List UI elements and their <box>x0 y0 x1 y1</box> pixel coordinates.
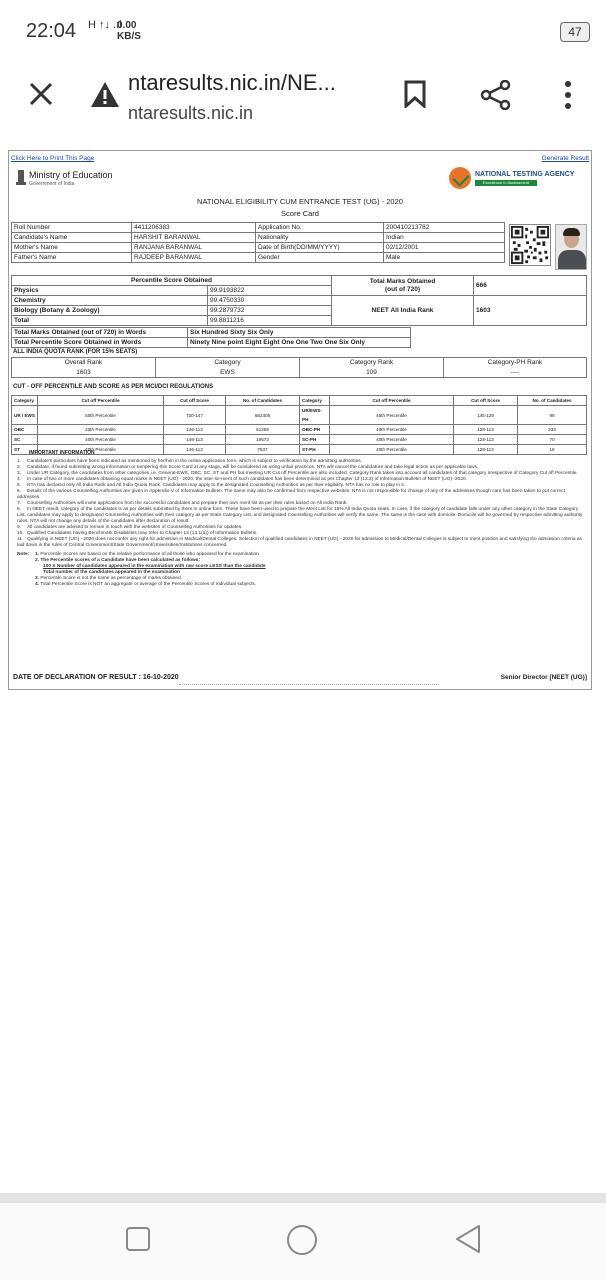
table-cell: 99.9193822 <box>208 286 332 296</box>
table-cell: 40th Percentile <box>330 435 454 445</box>
signal-icon: H ↑↓ .ıl <box>88 19 122 31</box>
table-cell: 61265 <box>226 425 300 435</box>
table-cell: 99 <box>518 406 587 425</box>
table-row <box>12 253 505 263</box>
table-cell: Roll Number <box>12 223 132 233</box>
table-cell: No. of Candidates <box>518 396 587 406</box>
list-item: 1. Candidate's particulars have been indicated as mentioned by her/him in the online application form, which is subject to verification by the admitting authorities. <box>17 459 363 464</box>
table-row <box>12 276 587 286</box>
declaration-date: DATE OF DECLARATION OF RESULT : 16-10-2020 <box>13 674 179 681</box>
table-cell: Six Hundred Sixty Six Only <box>188 328 411 338</box>
exam-title: NATIONAL ELIGIBILITY CUM ENTRANCE TEST (UG) - 2020 <box>197 197 403 206</box>
table-row <box>12 296 587 306</box>
share-icon[interactable] <box>480 80 512 110</box>
important-heading: IMPORTANT INFORMATION <box>29 450 95 456</box>
table-row <box>12 406 587 425</box>
list-item: 4. Total Percentile Score is NOT an aggregate or average of the Percentile Scores of individual subjects. <box>35 582 257 587</box>
table-cell: 40th Percentile <box>38 435 164 445</box>
cutoff-heading: CUT - OFF PERCENTILE AND SCORE AS PER MCI/DCI REGULATIONS <box>13 384 214 390</box>
notes <box>17 552 587 588</box>
table-cell: Percentile Score Obtained <box>12 276 332 286</box>
warning-icon[interactable] <box>90 80 120 108</box>
table-cell: 146-129 <box>454 406 518 425</box>
table-cell: NEET All India Rank <box>332 296 474 326</box>
table-cell: Male <box>384 253 505 263</box>
table-cell: 02/12/2001 <box>384 243 505 253</box>
list-item: 1. Percentile Scores are based on the relative performance of all those who appeared for the examination. <box>35 552 261 557</box>
formula-denominator: Total number of the candidates appeared in the examination <box>43 570 180 575</box>
table-cell: Application No. <box>256 223 384 233</box>
list-item: 3. Percentile Score is not the same as percentage of marks obtained. <box>35 576 182 581</box>
table-cell: Cut off Score <box>454 396 518 406</box>
table-cell: 50th Percentile <box>38 406 164 425</box>
table-cell: 7837 <box>226 445 300 455</box>
agency-tagline: Excellence in Assessment <box>475 180 537 186</box>
table-cell: 40th Percentile <box>38 445 164 455</box>
candidate-photo <box>555 224 587 270</box>
table-cell: Physics <box>12 286 208 296</box>
formula-numerator: 100 X Number of candidates appeared in the examination with raw score LESS than the candidate <box>43 564 266 569</box>
status-bar <box>0 0 606 62</box>
table-cell: Category <box>156 358 300 368</box>
table-cell: 146-113 <box>164 435 226 445</box>
table-cell: Category-PH Rank <box>444 358 587 368</box>
nav-recents-icon[interactable] <box>125 1226 151 1252</box>
table-row <box>12 368 587 378</box>
table-cell: Cut off Percentile <box>330 396 454 406</box>
table-row <box>12 445 587 455</box>
nav-back-icon[interactable] <box>454 1223 482 1255</box>
table-cell: RAJDEEP BARANWAL <box>132 253 256 263</box>
table-cell: 18 <box>518 445 587 455</box>
table-cell: SC <box>12 435 38 445</box>
nta-logo-icon <box>449 167 471 189</box>
url-title[interactable]: ntaresults.nic.in/NE... <box>128 70 336 95</box>
table-cell: 146-113 <box>164 425 226 435</box>
marks-header-line-1: Total Marks Obtained <box>369 277 436 285</box>
generate-result-link[interactable]: Generate Result <box>541 155 589 162</box>
table-cell: Nationality <box>256 233 384 243</box>
table-row <box>12 425 587 435</box>
table-cell: Ninety Nine point Eight Eight One One Two One Six Only <box>188 338 411 348</box>
table-cell: 40th Percentile <box>330 445 454 455</box>
ministry-sub: Government of India <box>29 181 75 187</box>
table-cell: Category Rank <box>300 358 444 368</box>
table-cell: 682406 <box>226 406 300 425</box>
table-cell: 720-147 <box>164 406 226 425</box>
agency-name: NATIONAL TESTING AGENCY <box>475 171 575 178</box>
table-cell: EWS <box>156 368 300 378</box>
table-cell: 233 <box>518 425 587 435</box>
table-row <box>12 233 505 243</box>
table-cell: HARSHIT BARANWAL <box>132 233 256 243</box>
table-cell: Mother's Name <box>12 243 132 253</box>
score-card-page <box>8 150 592 690</box>
score-card-title: Score Card <box>281 209 319 218</box>
scroll-divider <box>0 1193 606 1203</box>
important-list <box>17 459 587 588</box>
url-domain[interactable]: ntaresults.nic.in <box>128 103 254 123</box>
list-item: 2. The Percentile scores of a Candidate have been calculated as follows: <box>35 558 201 563</box>
table-cell: 146-113 <box>164 445 226 455</box>
marks-header-line-2: (out of 720) <box>384 285 421 293</box>
table-row <box>12 328 411 338</box>
list-item: 5. NTA has declared only All India Rank and All India Quota Rank. Candidates may apply to the designated Counselling Authorities as per their eligibility. NTA has no role to play in it. <box>17 483 406 488</box>
more-icon[interactable] <box>563 80 573 110</box>
table-cell: 40th Percentile <box>38 425 164 435</box>
emblem-icon <box>15 168 27 188</box>
note-label: Note: <box>17 552 30 557</box>
table-cell: Chemistry <box>12 296 208 306</box>
table-cell: Candidate's Name <box>12 233 132 243</box>
footer-divider <box>179 684 439 685</box>
table-cell: Cut off Percentile <box>38 396 164 406</box>
table-cell: 99.2879732 <box>208 306 332 316</box>
table-cell: Category <box>300 396 330 406</box>
table-cell: Total <box>12 316 208 326</box>
table-cell: No. of Candidates <box>226 396 300 406</box>
table-cell: 128-113 <box>454 445 518 455</box>
network-speed <box>117 20 141 42</box>
list-item: 4. In case of two or more candidates obtaining equal marks in NEET (UG) - 2020, the inter-se-merit of such candidates has been determined as per Chapter 13 (13.2) of Information Bulletin of NEET (UG) -2020. <box>17 477 468 482</box>
table-cell: Biology (Botany & Zoology) <box>12 306 208 316</box>
marks-header <box>332 276 474 296</box>
table-cell: UR/EWS-PH <box>300 406 330 425</box>
table-cell: Category <box>12 396 38 406</box>
bookmark-icon[interactable] <box>404 80 426 108</box>
table-cell: Total Percentile Score Obtained in Words <box>12 338 188 348</box>
list-item: 3. Under UR Category, the candidates from other categories i.e. General-EWS, OBC, SC, ST and PH but meeting UR Cut off Percentile are also included. Category Rank takes into account all candidates of that category irrespective of Category Cut off Percentile. <box>17 471 578 476</box>
table-cell: OBC <box>12 425 38 435</box>
system-navigation-bar <box>0 1203 606 1280</box>
table-cell: SC-PH <box>300 435 330 445</box>
table-cell: 4411206383 <box>132 223 256 233</box>
table-cell: 128-113 <box>454 425 518 435</box>
qr-code-icon <box>509 224 551 266</box>
table-cell: UR / EWS <box>12 406 38 425</box>
table-cell: 99.4750330 <box>208 296 332 306</box>
list-item: 2. Candidate, if found submitting wrong information or tampering this Score Card at any stage, will be considered as using unfair practices. NTA will cancel the candidature and take legal action as per applicable laws. <box>17 465 479 470</box>
nav-home-icon[interactable] <box>286 1224 318 1256</box>
table-row <box>12 243 505 253</box>
list-item: 10. Qualified Candidates having Benchmark Disabilities may refer to Chapter 13 (13.1(a)) of Information Bulletin. <box>17 531 258 536</box>
score-table <box>11 275 587 326</box>
list-item: 8. In NEET result, category of the candidates is as per details submitted by them in online form. These have been used to prepare the Merit List for 15% All India Quota seats. In case, if the category of candidate falls under any other category in the State Category List, candidates may apply to designated Counselling Authorities with their category as per State Category List, and designated Counselling Authorities will verify the same. The same is the case with domicile. Domicile will be governed by respective admitting authority rules. NTA will not change any details of the candidates after declaration of result. <box>17 507 583 524</box>
table-cell: Overall Rank <box>12 358 156 368</box>
cutoff-table <box>11 395 587 455</box>
list-item: 9. All candidates are advised to remain in touch with the websites of Counselling Authorities for updates. <box>17 525 243 530</box>
table-cell: 128-113 <box>454 435 518 445</box>
quota-table <box>11 357 587 378</box>
signatory: Senior Director [NEET (UG)] <box>500 674 587 681</box>
table-cell: 666 <box>474 276 587 296</box>
table-cell: 109 <box>300 368 444 378</box>
table-cell: OBC-PH <box>300 425 330 435</box>
table-cell: 40th Percentile <box>330 425 454 435</box>
table-cell: Indian <box>384 233 505 243</box>
table-cell: Father's Name <box>12 253 132 263</box>
table-cell: 200410213782 <box>384 223 505 233</box>
table-row <box>12 338 411 348</box>
table-row <box>12 223 505 233</box>
percentile-formula <box>43 564 587 576</box>
print-link[interactable]: Click Here to Print This Page <box>11 155 95 162</box>
status-time: 22:04 <box>26 20 77 42</box>
words-table <box>11 327 411 348</box>
table-row <box>12 435 587 445</box>
table-cell: RANJANA BARANWAL <box>132 243 256 253</box>
close-icon[interactable] <box>27 80 55 108</box>
network-speed-unit: KB/S <box>117 31 141 42</box>
table-cell: 1603 <box>12 368 156 378</box>
table-cell: ST-PH <box>300 445 330 455</box>
battery-icon: 47 <box>560 22 590 42</box>
table-cell: 99.8811216 <box>208 316 332 326</box>
quota-heading: ALL INDIA QUOTA RANK (FOR 15% SEATS) <box>13 349 138 355</box>
table-cell: Total Marks Obtained (out of 720) in Words <box>12 328 188 338</box>
table-cell: Date of Birth(DD/MM/YYYY) <box>256 243 384 253</box>
table-row <box>12 396 587 406</box>
network-speed-value: 0.00 <box>117 20 137 31</box>
table-cell: Gender <box>256 253 384 263</box>
table-cell: 19572 <box>226 435 300 445</box>
table-cell: 70 <box>518 435 587 445</box>
list-item: 7. Counselling Authorities will invite applications from the successful candidates and prepare their own merit list as per their rules based on All India Rank. <box>17 501 348 506</box>
table-cell: Cut off Score <box>164 396 226 406</box>
table-cell: ---- <box>444 368 587 378</box>
ministry-name: Ministry of Education <box>29 170 113 180</box>
list-item: 11. Qualifying in NEET (UG) - 2020 does not confer any right for admission in Medical/Dental Colleges. Selection of qualified candidates in NEET (UG) - 2020 for admission to Medical/Dental Colleges is subject to merit position and satisfying the admission criteria as laid down in the rules of Central Government/State Government/Universities/Institutions concerned. <box>17 537 582 548</box>
list-item: 6. Details of the various Counselling Authorities are given in Appendix-V of Information Bulletin. The same may also be confirmed from respective websites. NTA is not responsible for change of any of the addresses though care has been taken to put correct addresses. <box>17 489 565 500</box>
table-row <box>12 358 587 368</box>
candidate-details-table <box>11 222 505 263</box>
table-cell: ST <box>12 445 38 455</box>
table-cell: 45th Percentile <box>330 406 454 425</box>
table-cell: 1603 <box>474 296 587 326</box>
